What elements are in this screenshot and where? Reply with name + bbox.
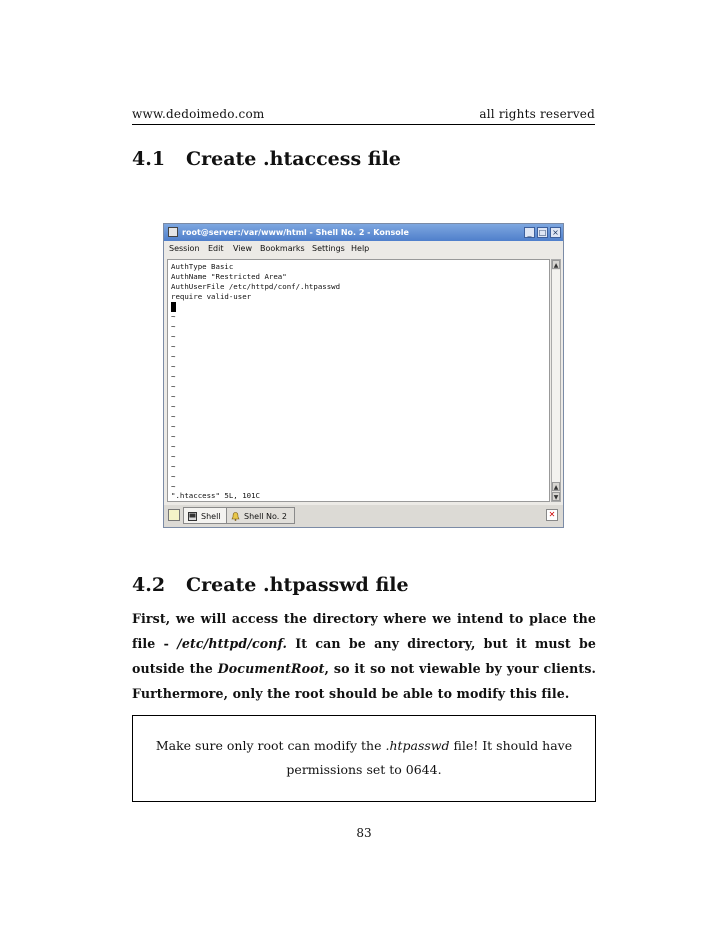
menu-edit[interactable]: Edit [208, 244, 224, 253]
text-run: Make sure only root can modify the [155, 738, 386, 753]
running-header [132, 104, 595, 125]
scroll-up-icon[interactable]: ▲ [553, 262, 559, 269]
note-line: permissions set to 0644. [286, 762, 442, 777]
page-number: 83 [356, 826, 372, 840]
terminal-line: AuthType Basic [171, 262, 234, 271]
tilde-line: ~ [171, 442, 176, 451]
section-heading-4-2 [132, 574, 409, 596]
terminal-area[interactable] [167, 259, 550, 502]
text-run: , so it so not viewable by your clients. [324, 661, 596, 676]
section-title: Create .htpasswd file [186, 574, 409, 596]
paragraph-line: Furthermore, only the root should be able to modify this file. [132, 686, 570, 701]
terminal-icon [168, 227, 178, 237]
scroll-up-icon[interactable]: ▲ [553, 484, 559, 491]
tilde-line: ~ [171, 332, 176, 341]
htpasswd-emphasis: .htpasswd [385, 738, 450, 753]
menu-bar [164, 241, 563, 257]
tilde-line: ~ [171, 472, 176, 481]
header-site: www.dedoimedo.com [132, 107, 265, 121]
minimize-button[interactable]: _ [524, 227, 535, 238]
menu-bookmarks[interactable]: Bookmarks [260, 244, 305, 253]
tab-bar [164, 505, 563, 527]
text-run: file! It should have [449, 738, 573, 753]
tilde-line: ~ [171, 392, 176, 401]
scroll-down-icon[interactable]: ▼ [553, 494, 559, 501]
vertical-scrollbar[interactable] [551, 259, 561, 502]
tilde-line: ~ [171, 482, 176, 491]
header-rights: all rights reserved [479, 107, 595, 121]
section-title: Create .htaccess file [186, 148, 401, 170]
new-tab-icon[interactable] [168, 509, 180, 521]
tilde-line: ~ [171, 462, 176, 471]
text-run: It can be any directory, but it must be [287, 636, 596, 651]
maximize-button[interactable]: □ [538, 228, 547, 237]
tilde-line: ~ [171, 452, 176, 461]
path-emphasis: /etc/httpd/conf. [177, 636, 288, 651]
window-titlebar[interactable] [164, 224, 563, 241]
paragraph-line [132, 631, 596, 656]
bell-icon [231, 512, 240, 521]
tab-shell[interactable] [183, 507, 227, 524]
documentroot-emphasis: DocumentRoot [217, 661, 325, 676]
section-heading-4-1 [132, 148, 401, 170]
terminal-icon [188, 512, 197, 521]
terminal-line: AuthName "Restricted Area" [171, 272, 287, 281]
section-number: 4.2 [132, 574, 166, 596]
konsole-window [163, 223, 564, 528]
vim-status-line: ".htaccess" 5L, 101C [171, 491, 260, 500]
tab-shell-no-2[interactable] [227, 507, 295, 524]
tilde-line: ~ [171, 382, 176, 391]
tilde-line: ~ [171, 362, 176, 371]
section-number: 4.1 [132, 148, 166, 170]
tab-label: Shell [201, 512, 221, 521]
body-paragraph [132, 606, 596, 706]
tilde-line: ~ [171, 432, 176, 441]
menu-session[interactable]: Session [169, 244, 200, 253]
tilde-line: ~ [171, 322, 176, 331]
menu-help[interactable]: Help [351, 244, 370, 253]
menu-view[interactable]: View [233, 244, 252, 253]
terminal-line: AuthUserFile /etc/httpd/conf/.htpasswd [171, 282, 341, 291]
tilde-line: ~ [171, 402, 176, 411]
note-box [132, 715, 596, 802]
tilde-line: ~ [171, 342, 176, 351]
tilde-line: ~ [171, 372, 176, 381]
paragraph-line: First, we will access the directory where we intend to place the [132, 611, 596, 626]
window-title: root@server:/var/www/html - Shell No. 2 - Konsole [182, 228, 409, 237]
text-cursor [171, 302, 176, 312]
close-button[interactable]: × [550, 227, 561, 238]
paragraph-line [132, 656, 596, 681]
tilde-line: ~ [171, 312, 176, 321]
note-line [133, 738, 595, 753]
menu-settings[interactable]: Settings [312, 244, 345, 253]
tab-label: Shell No. 2 [244, 512, 287, 521]
text-run: outside the [132, 661, 218, 676]
terminal-line: require valid-user [171, 292, 252, 301]
tilde-line: ~ [171, 412, 176, 421]
tilde-line: ~ [171, 352, 176, 361]
tilde-line: ~ [171, 422, 176, 431]
scrollbar-thumb[interactable] [552, 270, 560, 482]
close-tab-icon[interactable]: ✕ [546, 509, 558, 521]
text-run: file - [132, 636, 178, 651]
